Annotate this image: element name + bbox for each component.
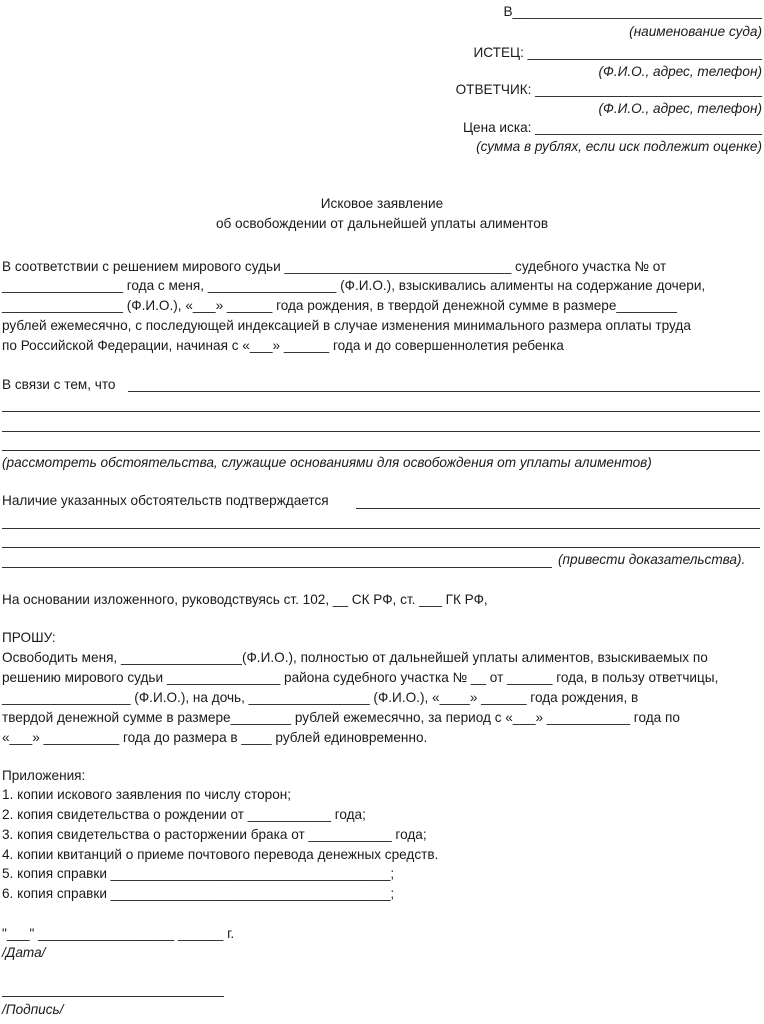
attachment-item: 5. копия справки _____________________________________; xyxy=(2,866,395,881)
attachments-heading: Приложения: xyxy=(2,768,86,783)
document-subtitle: об освобождении от дальнейшей уплаты алиментов xyxy=(215,216,549,231)
blank-line xyxy=(356,508,760,509)
intro-line: В соответствии с решением мирового судьи ______________________________ судебного участка № от xyxy=(2,259,667,274)
attachment-item: 2. копия свидетельства о рождении от ___________ года; xyxy=(2,807,366,822)
attachment-item: 4. копии квитанций о приеме почтового перевода денежных средств. xyxy=(2,847,439,862)
evidence-hint: (привести доказательства). xyxy=(558,552,746,567)
request-line: «___» __________ года до размера в ____ рублей единовременно. xyxy=(2,730,428,745)
blank-line xyxy=(2,547,760,548)
intro-line: рублей ежемесячно, с последующей индексацией в случае изменения минимального размера оплаты труда xyxy=(2,318,691,333)
court-line: В_________________________________ xyxy=(503,4,762,19)
circumstances-lead: В связи с тем, что xyxy=(2,377,116,392)
circumstances-hint: (рассмотреть обстоятельства, служащие основаниями для освобождения от уплаты алиментов) xyxy=(2,455,652,470)
request-line: твердой денежной сумме в размере________ рублей ежемесячно, за период с «___» ___________ года по xyxy=(2,710,680,725)
plaintiff-hint: (Ф.И.О., адрес, телефон) xyxy=(598,64,762,79)
signature-line xyxy=(2,996,224,997)
claim-price-hint: (сумма в рублях, если иск подлежит оценке) xyxy=(476,139,762,154)
defendant-line: ОТВЕТЧИК: ______________________________ xyxy=(455,82,762,97)
signature-hint: /Подпись/ xyxy=(2,1002,64,1017)
blank-line xyxy=(2,431,760,432)
document-title: Исковое заявление xyxy=(320,196,444,211)
date-hint: /Дата/ xyxy=(2,945,46,960)
request-line: решению мирового судьи _______________ района судебного участка № __ от ______ года, в пользу ответчицы, xyxy=(2,670,719,685)
intro-line: по Российской Федерации, начиная с «___» ______ года и до совершеннолетия ребенка xyxy=(2,338,564,353)
basis-line: На основании изложенного, руководствуясь ст. 102, __ СК РФ, ст. ___ ГК РФ, xyxy=(2,592,488,607)
request-line: _________________ (Ф.И.О.), на дочь, ________________ (Ф.И.О.), «____» ______ года рождения, в xyxy=(2,690,639,705)
attachment-item: 6. копия справки _____________________________________; xyxy=(2,886,395,901)
attachment-item: 3. копия свидетельства о расторжении брака от ___________ года; xyxy=(2,827,427,842)
blank-line xyxy=(2,411,760,412)
intro-line: ________________ (Ф.И.О.), «___» ______ года рождения, в твердой денежной сумме в размере________ xyxy=(2,298,677,313)
blank-line xyxy=(2,528,760,529)
date-line: "___" __________________ ______ г. xyxy=(2,926,235,941)
blank-line xyxy=(2,567,552,568)
request-line: Освободить меня, ________________(Ф.И.О.), полностью от дальнейшей уплаты алиментов, взыскиваемых по xyxy=(2,650,708,665)
defendant-hint: (Ф.И.О., адрес, телефон) xyxy=(598,101,762,116)
evidence-lead: Наличие указанных обстоятельств подтверждается xyxy=(2,493,329,508)
blank-line xyxy=(2,450,760,451)
request-heading: ПРОШУ: xyxy=(2,630,56,645)
plaintiff-line: ИСТЕЦ: _______________________________ xyxy=(473,45,762,60)
blank-line xyxy=(128,391,760,392)
intro-line: ________________ года с меня, _________________ (Ф.И.О.), взыскивались алименты на содержание дочери, xyxy=(2,278,706,293)
claim-price-line: Цена иска: ______________________________ xyxy=(462,120,762,135)
attachment-item: 1. копии искового заявления по числу сторон; xyxy=(2,787,292,802)
court-hint: (наименование суда) xyxy=(629,24,762,39)
